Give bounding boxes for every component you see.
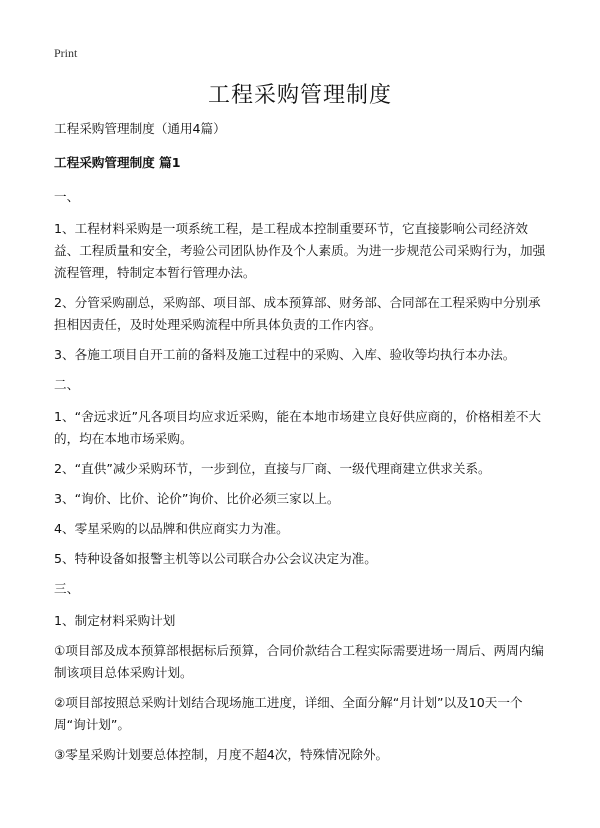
print-label: Print xyxy=(54,46,78,60)
section-heading-2: 二、 xyxy=(54,377,80,392)
paragraph: ③零星采购计划要总体控制，月度不超4次，特殊情况除外。 xyxy=(54,747,389,762)
document-subtitle: 工程采购管理制度（通用4篇） xyxy=(54,121,226,136)
paragraph: 1、制定材料采购计划 xyxy=(54,613,176,628)
paragraph: ②项目部按照总采购计划结合现场施工进度，详细、全面分解“月计划”以及10天一个周“询计划”。 xyxy=(54,695,523,732)
paragraph: 4、零星采购的以品牌和供应商实力为准。 xyxy=(54,521,289,536)
paragraph: ①项目部及成本预算部根据标后预算，合同价款结合工程实际需要进场一周后、两周内编制该项目总体采购计划。 xyxy=(54,643,544,680)
paragraph: 2、分管采购副总，采购部、项目部、成本预算部、财务部、合同部在工程采购中分别承担相因责任，及时处理采购流程中所具体负责的工作内容。 xyxy=(54,295,541,332)
section-heading-1: 一、 xyxy=(54,189,80,204)
paragraph: 2、“直供”减少采购环节，一步到位，直接与厂商、一级代理商建立供求关系。 xyxy=(54,461,491,476)
paragraph: 3、各施工项目自开工前的备料及施工过程中的采购、入库、验收等均执行本办法。 xyxy=(54,347,516,362)
section-heading-3: 三、 xyxy=(54,581,80,596)
article-heading: 工程采购管理制度 篇1 xyxy=(54,155,181,170)
paragraph: 5、特种设备如报警主机等以公司联合办公会议决定为准。 xyxy=(54,551,377,566)
paragraph: 1、“舍远求近”凡各项目均应求近采购，能在本地市场建立良好供应商的，价格相差不大的，均在本地市场采购。 xyxy=(54,409,542,446)
document-title: 工程采购管理制度 xyxy=(207,83,392,108)
paragraph: 3、“询价、比价、论价”询价、比价必须三家以上。 xyxy=(54,491,340,506)
paragraph: 1、工程材料采购是一项系统工程，是工程成本控制重要环节，它直接影响公司经济效益、工程质量和安全，考验公司团队协作及个人素质。为进一步规范公司采购行为，加强流程管理，特制定本暂行管理办法。 xyxy=(54,221,546,280)
document-body xyxy=(54,118,546,774)
